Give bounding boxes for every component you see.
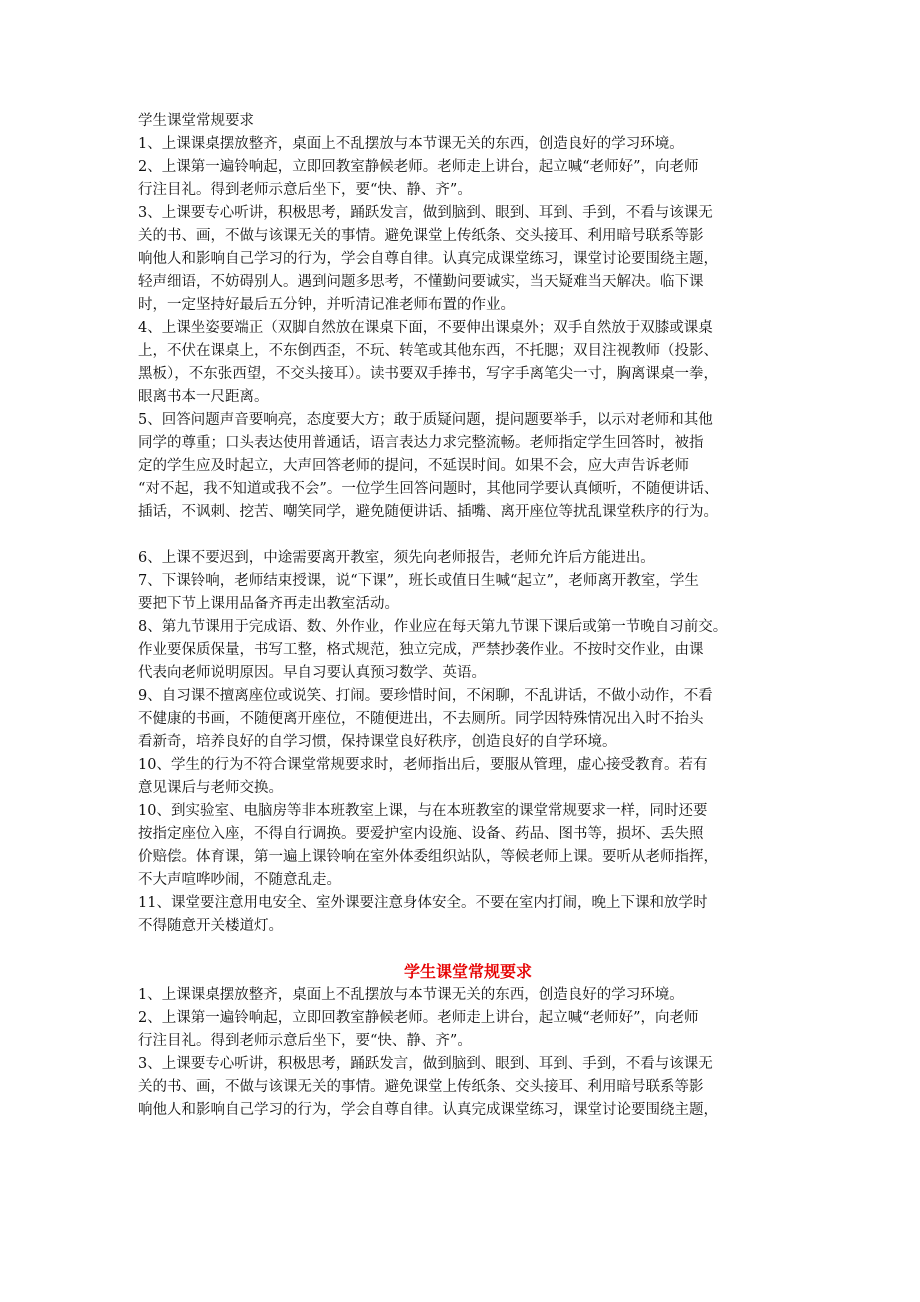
text-line: 1、上课课桌摆放整齐，桌面上不乱摆放与本节课无关的东西，创造良好的学习环境。 bbox=[138, 987, 684, 1003]
section-title: 学生课堂常规要求 bbox=[403, 962, 532, 981]
text-line: 定的学生应及时起立，大声回答老师的提问，不延误时间。如果不会，应大声告诉老师 bbox=[138, 458, 689, 474]
text-line: 要把下节上课用品备齐再走出教室活动。 bbox=[138, 596, 399, 612]
document-page bbox=[138, 110, 798, 1122]
text-line: 关的书、画，不做与该课无关的事情。避免课堂上传纸条、交头接耳、利用暗号联系等影 bbox=[138, 228, 704, 244]
blank-line bbox=[138, 524, 798, 547]
text-line: 行注目礼。得到老师示意后坐下，要“快、静、齐”。 bbox=[138, 1033, 472, 1049]
text-line: 6、上课不要迟到，中途需要离开教室，须先向老师报告，老师允许后方能进出。 bbox=[138, 550, 655, 566]
text-line: 响他人和影响自己学习的行为，学会自尊自律。认真完成课堂练习，课堂讨论要围绕主题， bbox=[138, 1102, 718, 1118]
document-title: 学生课堂常规要求 bbox=[138, 113, 254, 129]
text-line: 不大声喧哗吵闹，不随意乱走。 bbox=[138, 872, 341, 888]
text-line: 3、上课要专心听讲，积极思考，踊跃发言，做到脑到、眼到、耳到、手到，不看与该课无 bbox=[138, 205, 713, 221]
text-line: 插话，不讽刺、挖苦、嘲笑同学，避免随便讲话、插嘴、离开座位等扰乱课堂秩序的行为。 bbox=[138, 504, 718, 520]
text-line: 9、自习课不擅离座位或说笑、打闹。要珍惜时间，不闲聊，不乱讲话，不做小动作，不看 bbox=[138, 688, 713, 704]
text-line: 11、课堂要注意用电安全、室外课要注意身体安全。不要在室内打闹，晚上下课和放学时 bbox=[138, 895, 708, 911]
text-line: 价赔偿。体育课，第一遍上课铃响在室外体委组织站队，等候老师上课。要听从老师指挥， bbox=[138, 849, 718, 865]
text-line: 7、下课铃响，老师结束授课，说“下课”，班长或值日生喊“起立”，老师离开教室，学生 bbox=[138, 573, 699, 589]
blank-line bbox=[138, 938, 798, 960]
text-line: 5、回答问题声音要响亮，态度要大方；敢于质疑问题，提问题要举手，以示对老师和其他 bbox=[138, 412, 713, 428]
text-line: 响他人和影响自己学习的行为，学会自尊自律。认真完成课堂练习，课堂讨论要围绕主题， bbox=[138, 251, 718, 267]
text-line: 上，不伏在课桌上，不东倒西歪，不玩、转笔或其他东西，不托腮；双目注视教师（投影、 bbox=[138, 343, 718, 359]
text-line: 代表向老师说明原因。早自习要认真预习数学、英语。 bbox=[138, 665, 486, 681]
text-line: 同学的尊重；口头表达使用普通话，语言表达力求完整流畅。老师指定学生回答时，被指 bbox=[138, 435, 704, 451]
text-line: 行注目礼。得到老师示意后坐下，要“快、静、齐”。 bbox=[138, 182, 472, 198]
text-line: 黑板），不东张西望，不交头接耳）。读书要双手捧书，写字手离笔尖一寸，胸离课桌一拳， bbox=[138, 366, 718, 382]
text-line: 8、第九节课用于完成语、数、外作业，作业应在每天第九节课下课后或第一节晚自习前交。 bbox=[138, 619, 728, 635]
text-line: 意见课后与老师交换。 bbox=[138, 780, 283, 796]
text-line: 看新奇，培养良好的自学习惯，保持课堂良好秩序，创造良好的自学环境。 bbox=[138, 734, 617, 750]
text-line: 眼离书本一尺距离。 bbox=[138, 389, 269, 405]
text-line: 按指定座位入座，不得自行调换。要爱护室内设施、设备、药品、图书等，损坏、丢失照 bbox=[138, 826, 704, 842]
text-line: 4、上课坐姿要端正（双脚自然放在课桌下面，不要伸出课桌外；双手自然放于双膝或课桌 bbox=[138, 320, 713, 336]
text-line: 2、上课第一遍铃响起，立即回教室静候老师。老师走上讲台，起立喊“老师好”，向老师 bbox=[138, 159, 699, 175]
text-line: 1、上课课桌摆放整齐，桌面上不乱摆放与本节课无关的东西，创造良好的学习环境。 bbox=[138, 136, 684, 152]
text-line: 10、到实验室、电脑房等非本班教室上课，与在本班教室的课堂常规要求一样，同时还要 bbox=[138, 803, 708, 819]
text-line: “对不起，我不知道或我不会”。一位学生回答问题时，其他同学要认真倾听，不随便讲话、 bbox=[138, 481, 719, 497]
text-line: 作业要保质保量，书写工整，格式规范，独立完成，严禁抄袭作业。不按时交作业，由课 bbox=[138, 642, 704, 658]
text-line: 关的书、画，不做与该课无关的事情。避免课堂上传纸条、交头接耳、利用暗号联系等影 bbox=[138, 1079, 704, 1095]
text-line: 时，一定坚持好最后五分钟，并听清记准老师布置的作业。 bbox=[138, 297, 515, 313]
text-line: 2、上课第一遍铃响起，立即回教室静候老师。老师走上讲台，起立喊“老师好”，向老师 bbox=[138, 1010, 699, 1026]
text-line: 不得随意开关楼道灯。 bbox=[138, 918, 283, 934]
text-line: 10、学生的行为不符合课堂常规要求时，老师指出后，要服从管理，虚心接受教育。若有 bbox=[138, 757, 708, 773]
text-line: 轻声细语，不妨碍别人。遇到问题多思考，不懂勤问要诚实，当天疑难当天解决。临下课 bbox=[138, 274, 704, 290]
text-line: 3、上课要专心听讲，积极思考，踊跃发言，做到脑到、眼到、耳到、手到，不看与该课无 bbox=[138, 1056, 713, 1072]
text-line: 不健康的书画，不随便离开座位，不随便进出，不去厕所。同学因特殊情况出入时不抬头 bbox=[138, 711, 704, 727]
